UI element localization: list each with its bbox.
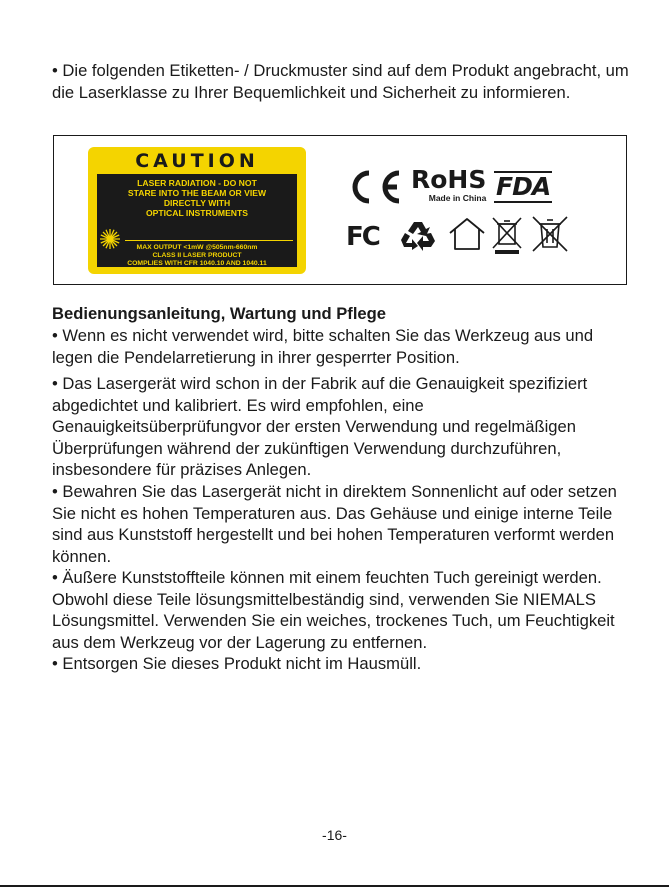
fc-mark [346, 222, 379, 252]
section-heading: Bedienungsanleitung, Wartung und Pflege [52, 304, 387, 323]
weee-bin-icon [489, 216, 525, 256]
spec-line: COMPLIES WITH CFR 1040.10 AND 1040.11 [127, 260, 267, 267]
rohs-text: RoHS [411, 165, 487, 194]
caution-title: CAUTION [135, 150, 259, 172]
paragraph: • Wenn es nicht verwendet wird, bitte schalten Sie das Werkzeug aus und legen die Pendelarretierung in ihrer gesperrter Position. [52, 326, 594, 367]
ce-mark-icon [345, 167, 403, 207]
rohs-mark [411, 167, 486, 203]
bottom-divider [0, 885, 669, 887]
fc-text: FC [346, 222, 379, 252]
weee-bin-icon [530, 214, 570, 254]
paragraph: • Das Lasergerät wird schon in der Fabrik auf die Genauigkeit spezifiziert abgedichtet und kalibriert. Es wird empfohlen, eine Genauigkeitsüberprüfungvor der ersten Verwendung und regelmäßigen Überprüfungen während der zukünftigen Verwendung durchzuführen, insbesondere für präzises Anlegen. [52, 374, 588, 480]
intro-paragraph: • Die folgenden Etiketten- / Druckmuster sind auf dem Produkt angebracht, um die Laserklasse zu Ihrer Bequemlichkeit und Sicherheit zu informieren. [52, 61, 629, 102]
fda-text: FDA [496, 172, 551, 201]
paragraph: • Entsorgen Sie dieses Produkt nicht im Hausmüll. [52, 654, 422, 673]
spec-line: MAX OUTPUT <1mW @505nm-660nm [136, 244, 258, 251]
caution-warning-panel [97, 174, 297, 267]
product-labels-box [53, 135, 627, 285]
warning-line: LASER RADIATION - DO NOT [137, 178, 257, 188]
paragraph: • Bewahren Sie das Lasergerät nicht in direktem Sonnenlicht auf oder setzen Sie nicht es hohen Temperaturen aus. Das Gehäuse und einige interne Teile sind aus Kunststoff hergestellt und bei hohen Temperaturen verformt werden können. [52, 482, 617, 566]
warning-line: DIRECTLY WITH [163, 198, 231, 208]
panel-divider [125, 240, 293, 241]
house-icon [447, 216, 487, 252]
warning-line: OPTICAL INSTRUMENTS [145, 208, 248, 218]
page-number: -16- [322, 827, 347, 843]
fda-mark [494, 171, 552, 203]
paragraph: • Äußere Kunststoffteile können mit einem feuchten Tuch gereinigt werden. Obwohl diese Teile lösungsmittelbeständig sind, verwenden Sie NIEMALS Lösungsmittel. Verwenden Sie ein weiches, trockenes Tuch, um Feuchtigkeit aus dem Werkzeug vor der Lagerung zu entfernen. [52, 568, 615, 652]
caution-label [88, 147, 306, 274]
warning-line: STARE INTO THE BEAM OR VIEW [127, 188, 267, 198]
recycle-icon [400, 220, 436, 252]
rohs-made-in-china: Made in China [428, 193, 487, 203]
spec-line: CLASS II LASER PRODUCT [152, 252, 242, 259]
